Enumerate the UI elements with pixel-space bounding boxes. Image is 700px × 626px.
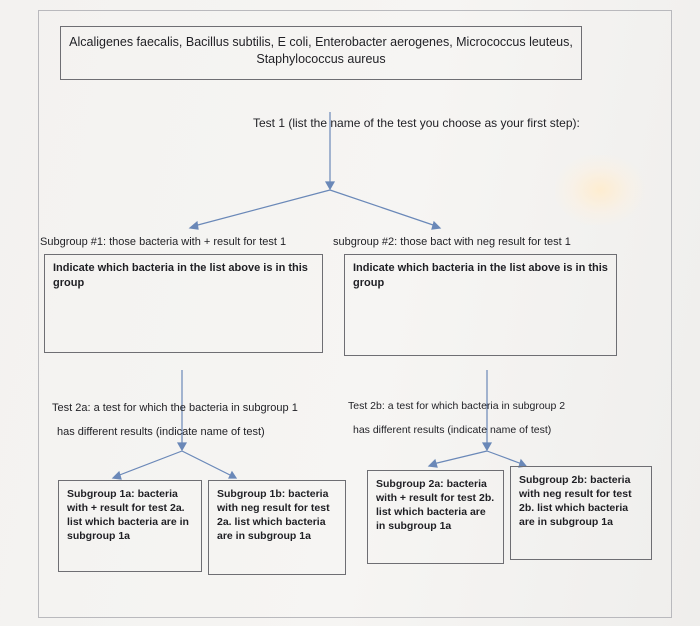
arrow-down-icon [178,443,186,450]
test2a-line1: Test 2a: a test for which the bacteria in subgroup 1 [52,402,298,414]
subgroup1a-text: Subgroup 1a: bacteria with + result for test 2a. list which bacteria are in subgroup 1a [67,488,189,542]
arrow-down-icon [483,443,491,450]
subgroup1-answer-box[interactable] [44,254,323,353]
connector-to-sub1b [182,451,232,476]
organism-list-line1: Alcaligenes faecalis, Bacillus subtilis, E coli, Enterobacter aerogenes, Micrococcus leuteus, [69,35,573,49]
test1-label: Test 1 (list the name of the test you choose as your first step): [253,116,580,130]
connector-to-subgroup1 [194,190,330,226]
connector-to-subgroup2 [330,190,436,226]
subgroup1-instruction: Indicate which bacteria in the list above is in this group [53,262,308,289]
subgroup1-label: Subgroup #1: those bacteria with + result for test 1 [40,236,287,248]
test2a-line2: has different results (indicate name of test) [57,426,265,438]
test2b-line1: Test 2b: a test for which bacteria in subgroup 2 [348,400,566,412]
subgroup2a-box[interactable] [367,470,504,564]
connector-to-sub2b [487,451,522,464]
connector-to-sub2a [433,451,487,464]
subgroup2a-text: Subgroup 2a: bacteria with + result for test 2b. list which bacteria are in subgroup 1a [376,478,495,532]
arrow-up-right-icon [432,222,440,229]
organism-list-line2: Staphylococcus aureus [256,52,386,66]
arrow-down-icon [326,182,334,189]
subgroup1b-text: Subgroup 1b: bacteria with neg result for test 2a. list which bacteria are in subgroup 1a [217,488,330,542]
subgroup2b-box[interactable] [510,466,652,560]
arrow-up-left-icon [190,222,198,229]
test2b-line2: has different results (indicate name of test) [353,424,552,436]
arrow-up-left-icon [113,472,121,479]
arrow-up-left-icon [429,460,437,467]
arrow-up-right-icon [229,472,236,478]
subgroup1a-box[interactable] [58,480,202,572]
subgroup2-answer-box[interactable] [344,254,617,356]
connector-to-sub1a [117,451,182,476]
subgroup1b-box[interactable] [208,480,346,575]
subgroup2b-text: Subgroup 2b: bacteria with neg result for test 2b. list which bacteria are in subgroup 1a [519,474,632,528]
subgroup2-label: subgroup #2: those bact with neg result for test 1 [333,236,571,248]
subgroup2-instruction: Indicate which bacteria in the list above is in this group [353,262,608,289]
organism-list-box [60,26,582,80]
